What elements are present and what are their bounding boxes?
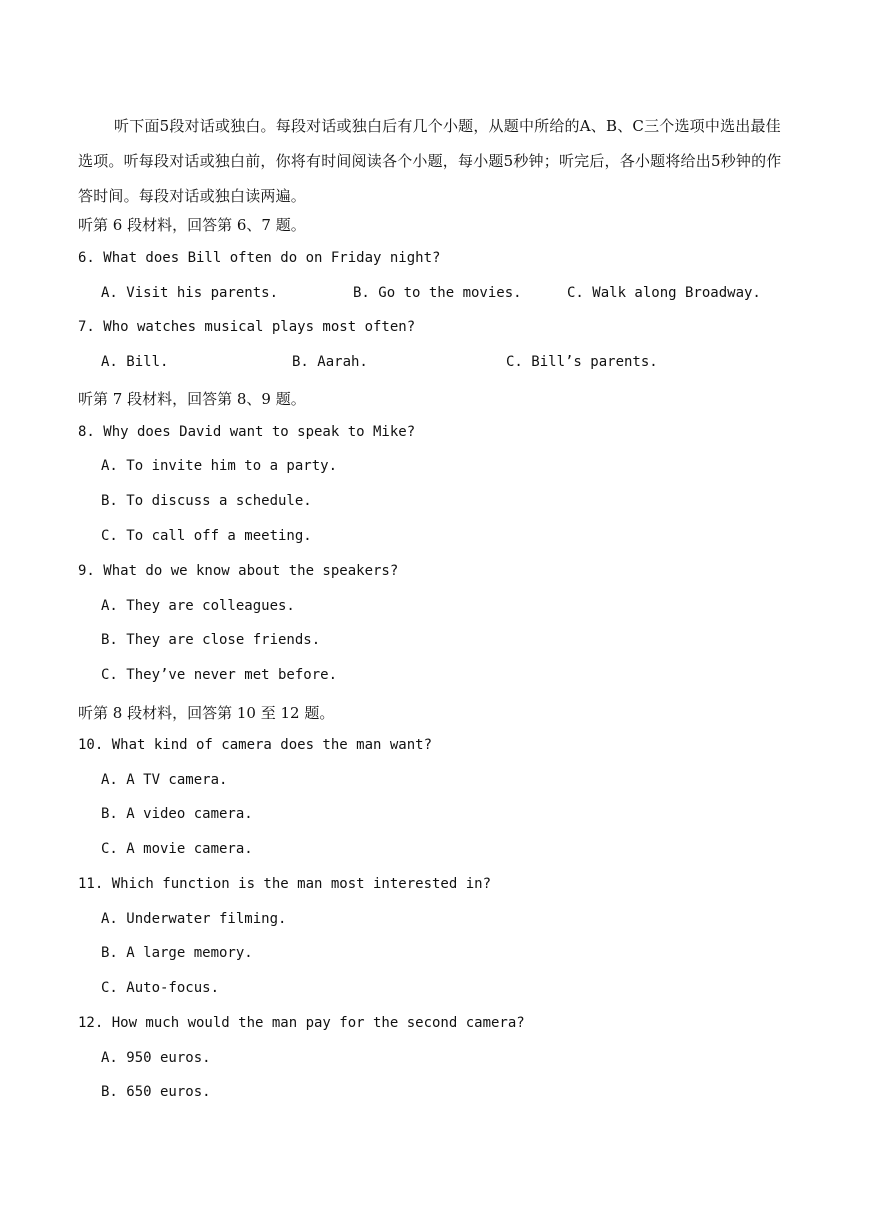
question-8-stem: 8. Why does David want to speak to Mike? [78,424,416,440]
question-12-option-b: B. 650 euros. [101,1084,211,1100]
question-11-option-a: A. Underwater filming. [101,911,287,927]
question-8-option-a: A. To invite him to a party. [101,458,338,474]
question-10-stem: 10. What kind of camera does the man want? [78,737,433,753]
question-11-option-c: C. Auto-focus. [101,980,220,996]
instructions-paragraph: 听下面5段对话或独白。每段对话或独白后有几个小题，从题中所给的A、B、C三个选项中选出最佳选项。听每段对话或独白前，你将有时间阅读各个小题，每小题5秒钟；听完后，各小题将给出5秒钟的作答时间。每段对话或独白读两遍。 [78,117,782,205]
question-11-option-b: B. A large memory. [101,945,253,961]
section-heading-6: 听第 6 段材料，回答第 6、7 题。 [78,216,306,234]
section-heading-8: 听第 8 段材料，回答第 10 至 12 题。 [78,704,335,722]
question-6-option-a: A. Visit his parents. [101,285,279,301]
question-10-option-c: C. A movie camera. [101,841,253,857]
question-9-stem: 9. What do we know about the speakers? [78,563,399,579]
question-10-option-b: B. A video camera. [101,806,253,822]
question-9-option-a: A. They are colleagues. [101,598,295,614]
question-6-stem: 6. What does Bill often do on Friday night? [78,250,441,266]
question-12-stem: 12. How much would the man pay for the second camera? [78,1015,525,1031]
question-12-option-a: A. 950 euros. [101,1050,211,1066]
question-9-option-c: C. They’ve never met before. [101,667,338,683]
question-7-option-c: C. Bill’s parents. [506,354,658,370]
question-7-stem: 7. Who watches musical plays most often? [78,319,416,335]
question-6-option-b: B. Go to the movies. [353,285,522,301]
question-6-option-c: C. Walk along Broadway. [567,285,761,301]
question-9-option-b: B. They are close friends. [101,632,321,648]
question-8-option-c: C. To call off a meeting. [101,528,312,544]
question-10-option-a: A. A TV camera. [101,772,228,788]
question-11-stem: 11. Which function is the man most interested in? [78,876,492,892]
question-7-option-b: B. Aarah. [292,354,368,370]
question-7-option-a: A. Bill. [101,354,169,370]
question-8-option-b: B. To discuss a schedule. [101,493,312,509]
section-heading-7: 听第 7 段材料，回答第 8、9 题。 [78,390,306,408]
